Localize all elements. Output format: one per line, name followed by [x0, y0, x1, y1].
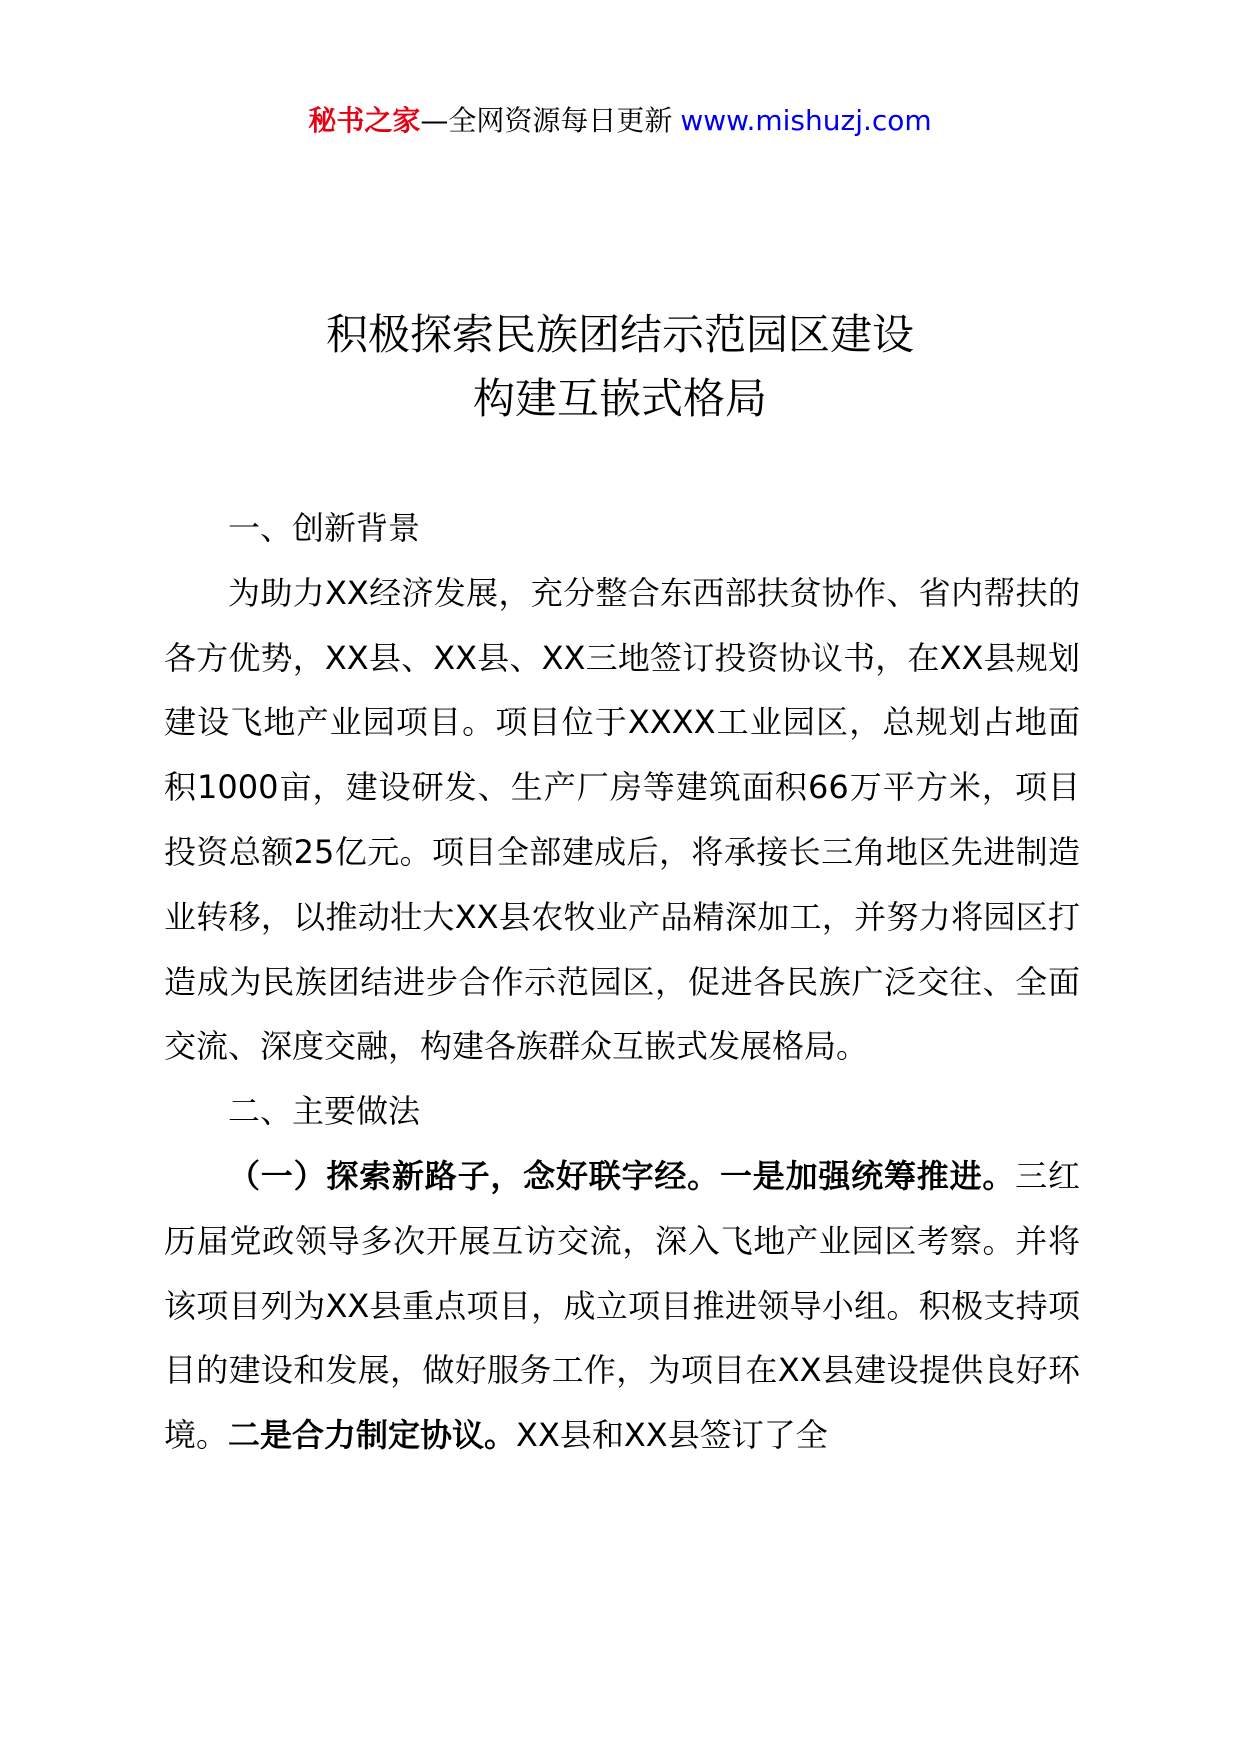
site-url-link[interactable]: www.mishuzj.com [680, 104, 932, 137]
section-heading-background: 一、创新背景 [228, 509, 421, 547]
point-2-text: XX县和XX县签订了全 [516, 1416, 828, 1455]
header-tagline: —全网资源每日更新 [420, 104, 673, 137]
document-body [164, 496, 1080, 1468]
section-heading-practices: 二、主要做法 [228, 1092, 421, 1131]
paragraph-background: 为助力XX经济发展，充分整合东西部扶贫协作、省内帮扶的各方优势，XX县、XX县、XX三地签订投资协议书，在XX县规划建设飞地产业园项目。项目位于XXXX工业园区，总规划占地面积1000亩，建设研发、生产厂房等建筑面积66万平方米，项目投资总额25亿元。项目全部建成后，将承接长三角地区先进制造业转移，以推动壮大XX县农牧业产品精深加工，并努力将园区打造成为民族团结进步合作示范园区，促进各民族广泛交往、全面交流、深度交融，构建各族群众互嵌式发展格局。 [164, 573, 1080, 1066]
paragraph-practices [164, 1144, 1080, 1468]
subsection-heading: （一）探索新路子，念好联字经。 [228, 1156, 720, 1195]
document-title [0, 303, 1240, 431]
point-1-text: 三红历届党政领导多次开展互访交流，深入飞地产业园区考察。并将该项目列为XX县重点项目，成立项目推进领导小组。积极支持项目的建设和发展，做好服务工作，为项目在XX县建设提供良好环境。 [164, 1156, 1080, 1455]
site-header [0, 101, 1240, 141]
brand-name: 秘书之家 [308, 104, 421, 137]
point-2-label: 二是合力制定协议。 [228, 1416, 517, 1455]
title-line-1: 积极探索民族团结示范园区建设 [325, 310, 914, 359]
title-line-2: 构建互嵌式格局 [472, 374, 767, 423]
point-1-label: 一是加强统筹推进。 [719, 1156, 1016, 1195]
